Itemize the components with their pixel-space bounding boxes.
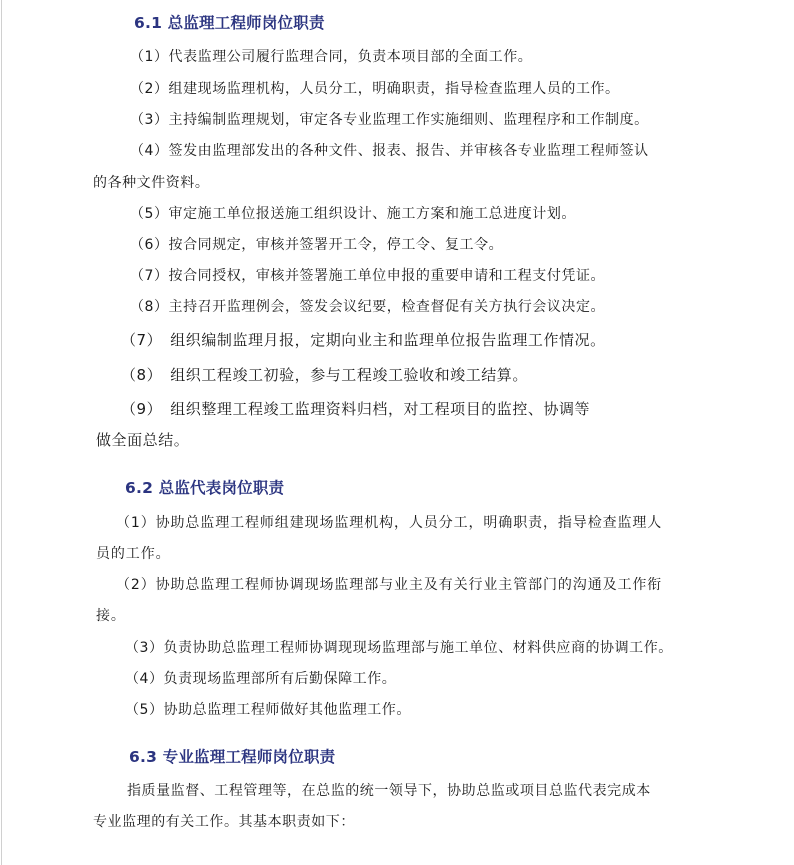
paragraph-line: （8）主持召开监理例会，签发会议纪要，检查督促有关方执行会议决定。 [130, 299, 606, 315]
paragraph-line: 做全面总结。 [96, 431, 190, 449]
paragraph-line: （3）负责协助总监理工程师协调现现场监理部与施工单位、材料供应商的协调工作。 [125, 640, 673, 656]
paragraph-line: 专业监理的有关工作。其基本职责如下： [93, 814, 355, 830]
paragraph-line: 指质量监督、工程管理等，在总监的统一领导下，协助总监或项目总监代表完成本 [127, 783, 651, 799]
paragraph-line: （3）主持编制监理规划，审定各专业监理工作实施细则、监理程序和工作制度。 [130, 112, 649, 128]
paragraph-line: （1）代表监理公司履行监理合同，负责本项目部的全面工作。 [130, 49, 533, 65]
paragraph-line: （8） 组织工程竣工初验，参与工程竣工验收和竣工结算。 [121, 366, 528, 384]
paragraph-line: （1）协助总监理工程师组建现场监理机构，人员分工，明确职责，指导检查监理人 [116, 515, 663, 531]
paragraph-line: （5）协助总监理工程师做好其他监理工作。 [125, 702, 411, 718]
paragraph-line: 员的工作。 [96, 546, 171, 562]
paragraph-line: （7） 组织编制监理月报，定期向业主和监理单位报告监理工作情况。 [121, 331, 606, 349]
paragraph-line: （2）组建现场监理机构，人员分工，明确职责，指导检查监理人员的工作。 [130, 81, 620, 97]
paragraph-line: （4）签发由监理部发出的各种文件、报表、报告、并审核各专业监理工程师签认 [130, 143, 649, 159]
paragraph-line: （2）协助总监理工程师协调现场监理部与业主及有关行业主管部门的沟通及工作衔 [116, 577, 663, 593]
section-heading: 6.3 专业监理工程师岗位职责 [129, 748, 336, 766]
paragraph-line: （7）按合同授权，审核并签署施工单位申报的重要申请和工程支付凭证。 [130, 268, 606, 284]
paragraph-line: （5）审定施工单位报送施工组织设计、施工方案和施工总进度计划。 [130, 206, 576, 222]
paragraph-line: （9） 组织整理工程竣工监理资料归档，对工程项目的监控、协调等 [121, 400, 591, 418]
page-left-border [1, 0, 2, 865]
paragraph-line: （4）负责现场监理部所有后勤保障工作。 [125, 671, 397, 687]
section-heading: 6.2 总监代表岗位职责 [125, 479, 285, 497]
paragraph-line: 接。 [96, 608, 126, 624]
paragraph-line: 的各种文件资料。 [93, 175, 210, 191]
section-heading: 6.1 总监理工程师岗位职责 [134, 14, 325, 32]
paragraph-line: （6）按合同规定，审核并签署开工令，停工令、复工令。 [130, 237, 504, 253]
